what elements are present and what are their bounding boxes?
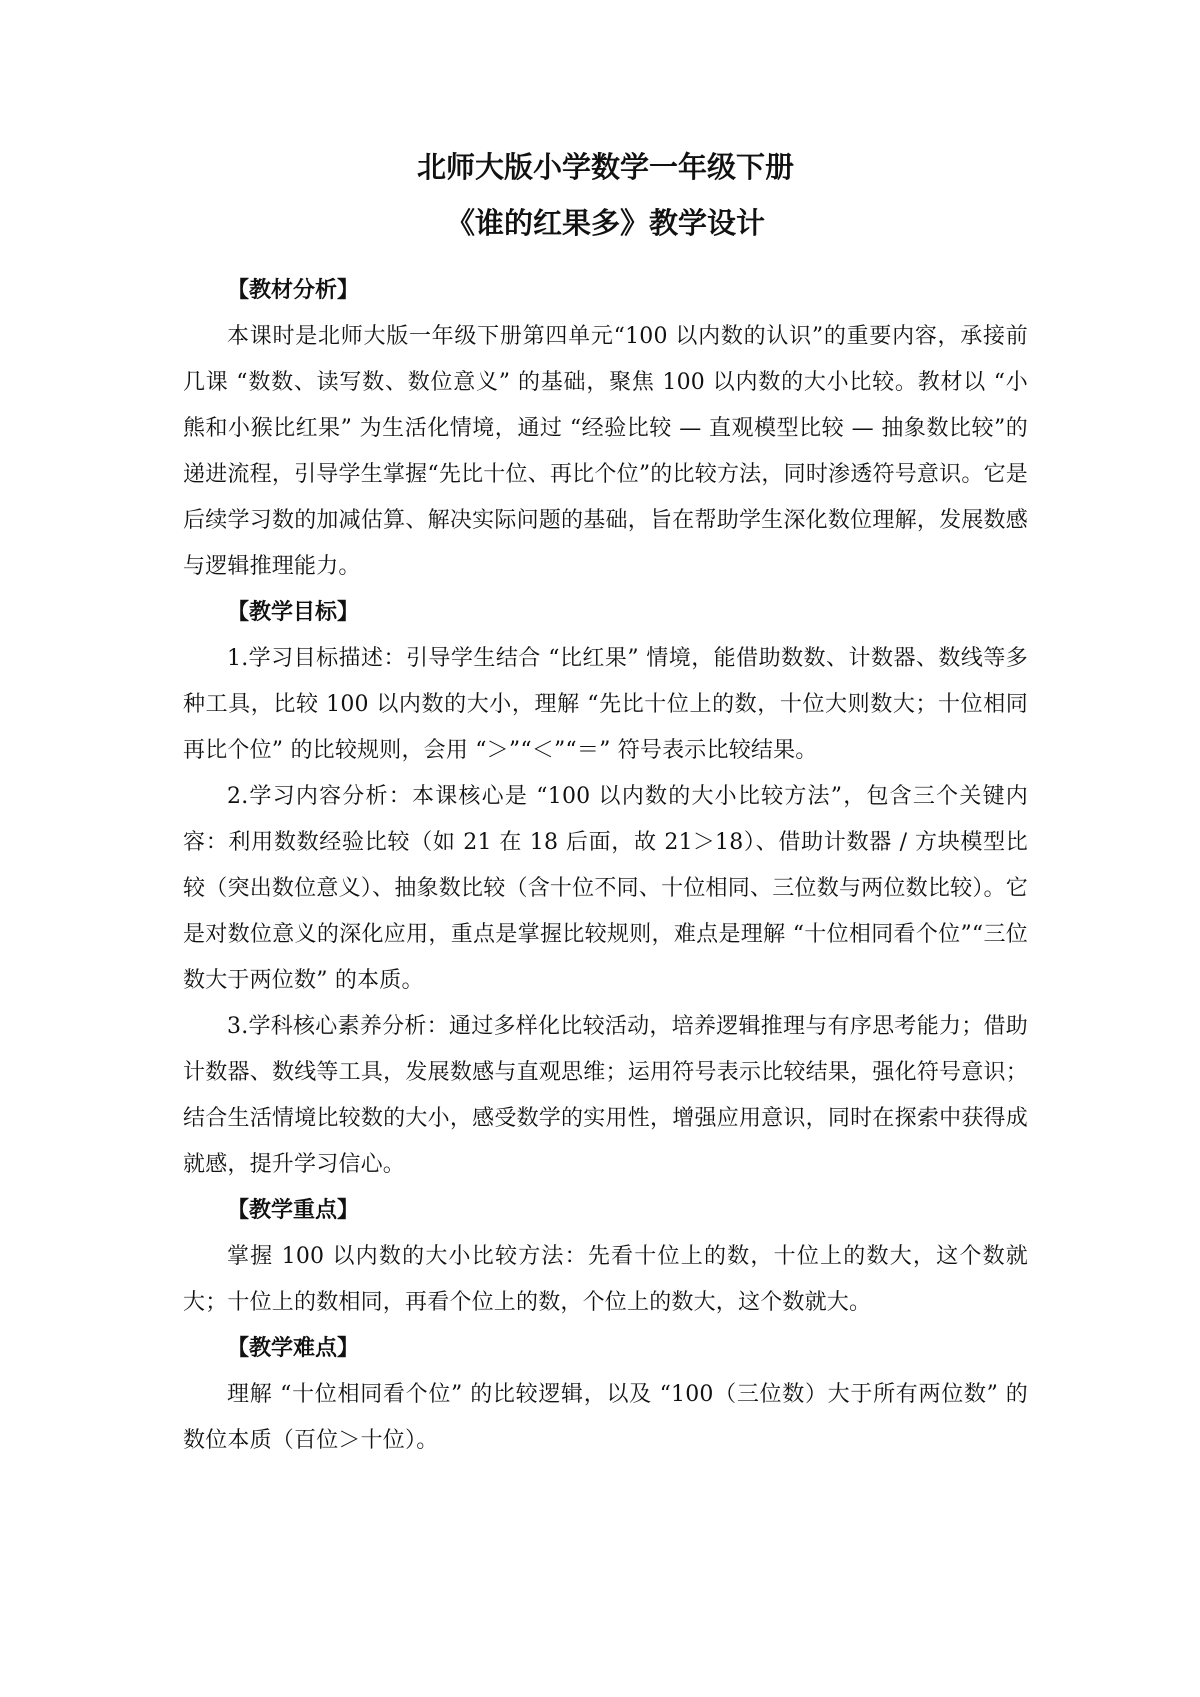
paragraph-material-analysis: 本课时是北师大版一年级下册第四单元“100 以内数的认识”的重要内容，承接前几课 “数数、读写数、数位意义” 的基础，聚焦 100 以内数的大小比较。教材以 “小熊和小猴比红果” 为生活化情境，通过 “经验比较 — 直观模型比较 — 抽象数比较”的递进流程，引导学生掌握“先比十位、再比个位”的比较方法，同时渗透符号意识。它是后续学习数的加减估算、解决实际问题的基础，旨在帮助学生深化数位理解，发展数感与逻辑推理能力。 [183,324,1028,579]
section-heading-teaching-goals: 【教学目标】 [227,600,360,625]
section-difficulties [183,1326,1028,1464]
document-title-line1: 北师大版小学数学一年级下册 [416,150,794,184]
section-teaching-goals [183,590,1028,1188]
document-body [183,268,1028,1464]
section-heading-difficulties: 【教学难点】 [227,1336,360,1361]
section-key-points [183,1188,1028,1326]
paragraph-difficulties: 理解 “十位相同看个位” 的比较逻辑，以及 “100（三位数）大于所有两位数” 的数位本质（百位＞十位）。 [183,1382,1028,1453]
document-title-line2: 《谁的红果多》教学设计 [445,206,765,240]
section-heading-material-analysis: 【教材分析】 [227,278,360,303]
paragraph-key-points: 掌握 100 以内数的大小比较方法：先看十位上的数，十位上的数大，这个数就大；十位上的数相同，再看个位上的数，个位上的数大，这个数就大。 [183,1244,1028,1315]
document-page [183,140,1028,1464]
paragraph-goal-3: 3.学科核心素养分析：通过多样化比较活动，培养逻辑推理与有序思考能力；借助计数器、数线等工具，发展数感与直观思维；运用符号表示比较结果，强化符号意识；结合生活情境比较数的大小，感受数学的实用性，增强应用意识，同时在探索中获得成就感，提升学习信心。 [183,1014,1028,1177]
section-heading-key-points: 【教学重点】 [227,1198,360,1223]
paragraph-goal-2: 2.学习内容分析：本课核心是 “100 以内数的大小比较方法”，包含三个关键内容：利用数数经验比较（如 21 在 18 后面，故 21＞18）、借助计数器 / 方块模型比较（突出数位意义）、抽象数比较（含十位不同、十位相同、三位数与两位数比较）。它是对数位意义的深化应用，重点是掌握比较规则，难点是理解 “十位相同看个位”“三位数大于两位数” 的本质。 [183,784,1028,993]
paragraph-goal-1: 1.学习目标描述：引导学生结合 “比红果” 情境，能借助数数、计数器、数线等多种工具，比较 100 以内数的大小，理解 “先比十位上的数，十位大则数大；十位相同再比个位” 的比较规则，会用 “＞”“＜”“＝” 符号表示比较结果。 [183,646,1028,763]
section-material-analysis [183,268,1028,590]
